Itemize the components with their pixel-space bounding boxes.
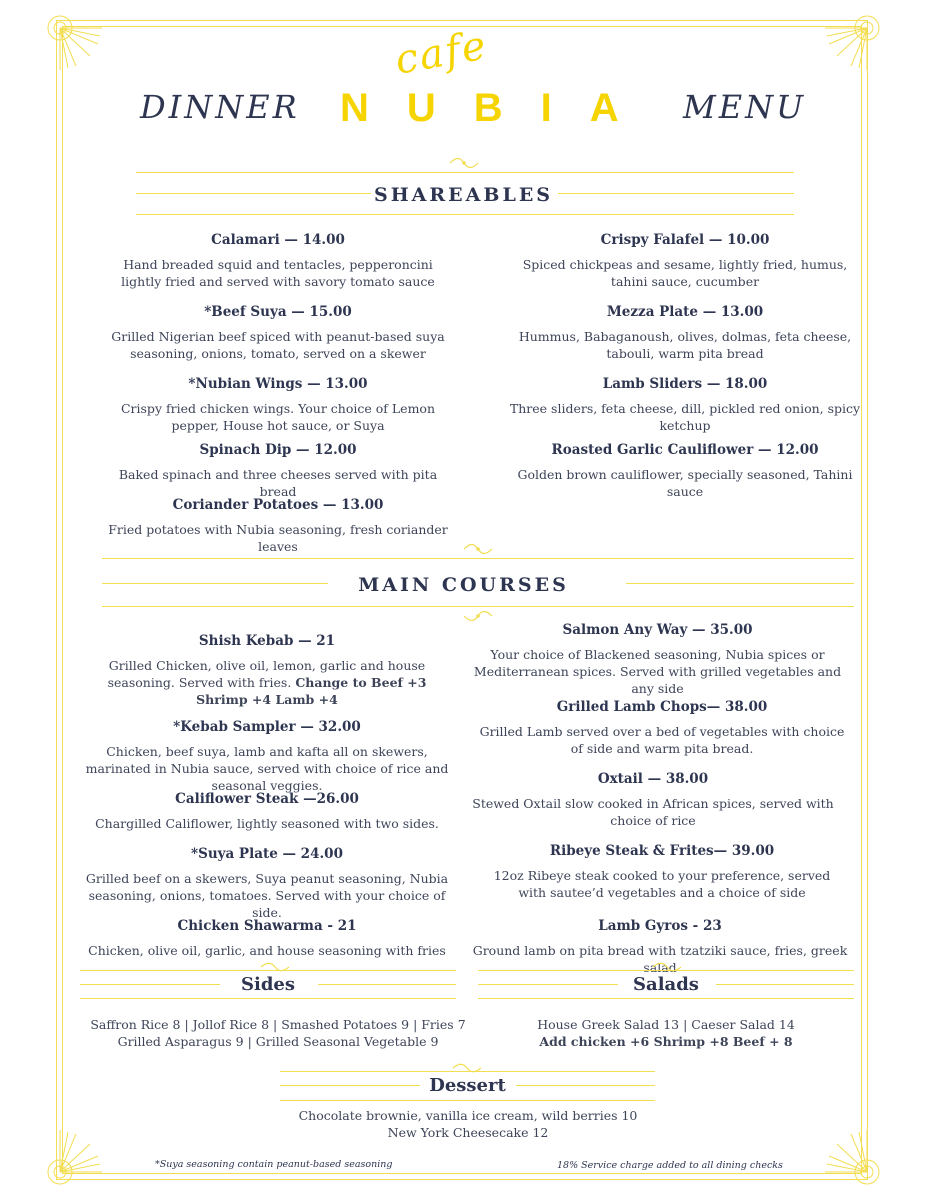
menu-item: Coriander Potatoes — 13.00 Fried potatoes with Nubia seasoning, fresh coriander leaves [108,497,448,554]
sides-list: Saffron Rice 8 | Jollof Rice 8 | Smashed Potatoes 9 | Fries 7 Grilled Asparagus 9 | Grilled Seasonal Vegetable 9 [90,1017,466,1049]
section-title-main-courses: MAIN COURSES [358,574,569,596]
menu-item: Mezza Plate — 13.00 Hummus, Babaganoush, olives, dolmas, feta cheese, tabouli, warm pita bread [518,304,852,361]
logo-nubia: NUBIA [340,86,657,130]
section-title-dessert: Dessert [429,1075,506,1096]
menu-item: Salmon Any Way — 35.00 Your choice of Blackened seasoning, Nubia spices or Mediterranean spices. Served with grilled vegetables and any side [473,622,842,696]
section-title-salads: Salads [633,974,699,995]
footnote-suya: *Suya seasoning contain peanut-based seasoning [155,1159,393,1170]
divider [102,558,854,559]
flourish-icon [651,961,683,973]
menu-item: *Beef Suya — 15.00 Grilled Nigerian beef spiced with peanut-based suya seasoning, onions, tomato, served on a skewer [111,304,445,361]
menu-item: *Kebab Sampler — 32.00 Chicken, beef suya, lamb and kafta all on skewers, marinated in Nubia sauce, served with choice of rice and seasonal veggies. [85,719,449,793]
menu-item: *Nubian Wings — 13.00 Crispy fried chicken wings. Your choice of Lemon pepper, House hot sauce, or Suya [120,376,435,433]
divider [136,172,794,173]
menu-item: Ribeye Steak & Frites— 39.00 12oz Ribeye steak cooked to your preference, served with sautee’d vegetables and a choice of side [493,843,831,900]
menu-item: Shish Kebab — 21 Grilled Chicken, olive oil, lemon, garlic and house seasoning. Served with fries. Change to Beef +3 Shrimp +4 Lamb +4 [107,633,427,707]
header-menu: MENU [683,88,807,126]
menu-item: Lamb Gyros - 23 Ground lamb on pita bread with tzatziki sauce, fries, greek salad [472,918,848,975]
divider [280,1100,655,1101]
menu-item: Grilled Lamb Chops— 38.00 Grilled Lamb served over a bed of vegetables with choice of side and warm pita bread. [479,699,845,756]
divider [102,606,854,607]
divider [136,214,794,215]
divider [280,1071,655,1072]
menu-item: Roasted Garlic Cauliflower — 12.00 Golden brown cauliflower, specially seasoned, Tahini sauce [517,442,853,499]
divider [478,998,854,999]
menu-item: Oxtail — 38.00 Stewed Oxtail slow cooked in African spices, served with choice of rice [472,771,834,828]
divider [80,998,456,999]
section-title-sides: Sides [240,974,295,995]
flourish-icon [451,1062,483,1074]
menu-item: Califlower Steak —26.00 Chargilled Califlower, lightly seasoned with two sides. [95,791,439,831]
menu-item: Lamb Sliders — 18.00 Three sliders, feta cheese, dill, pickled red onion, spicy ketchup [509,376,861,433]
corner-ornament-icon [40,1122,110,1192]
menu-item: Spinach Dip — 12.00 Baked spinach and three cheeses served with pita bread [118,442,438,499]
menu-item: Crispy Falafel — 10.00 Spiced chickpeas and sesame, lightly fried, humus, tahini sauce, cucumber [522,232,848,289]
header-dinner: DINNER [140,88,300,126]
menu-item: Chicken Shawarma - 21 Chicken, olive oil, garlic, and house seasoning with fries [88,918,446,958]
menu-item: *Suya Plate — 24.00 Grilled beef on a skewers, Suya peanut seasoning, Nubia seasoning, onions, tomatoes. Served with your choice of side. [85,846,449,920]
corner-ornament-icon [817,1122,887,1192]
logo-cafe-script: cafe [391,22,492,84]
flourish-icon [462,542,494,556]
divider [478,970,854,971]
footnote-service-charge: 18% Service charge added to all dining checks [557,1160,783,1171]
flourish-icon [448,156,480,170]
salads-list: House Greek Salad 13 | Caeser Salad 14 Add chicken +6 Shrimp +8 Beef + 8 [537,1017,795,1049]
divider [80,970,456,971]
dessert-list: Chocolate brownie, vanilla ice cream, wild berries 10 New York Cheesecake 12 [298,1108,638,1140]
flourish-icon [259,961,291,973]
section-title-shareables: SHAREABLES [373,184,554,206]
menu-item: Calamari — 14.00 Hand breaded squid and tentacles, pepperoncini lightly fried and served with savory tomato sauce [121,232,435,289]
corner-ornament-icon [817,8,887,78]
corner-ornament-icon [40,8,110,78]
